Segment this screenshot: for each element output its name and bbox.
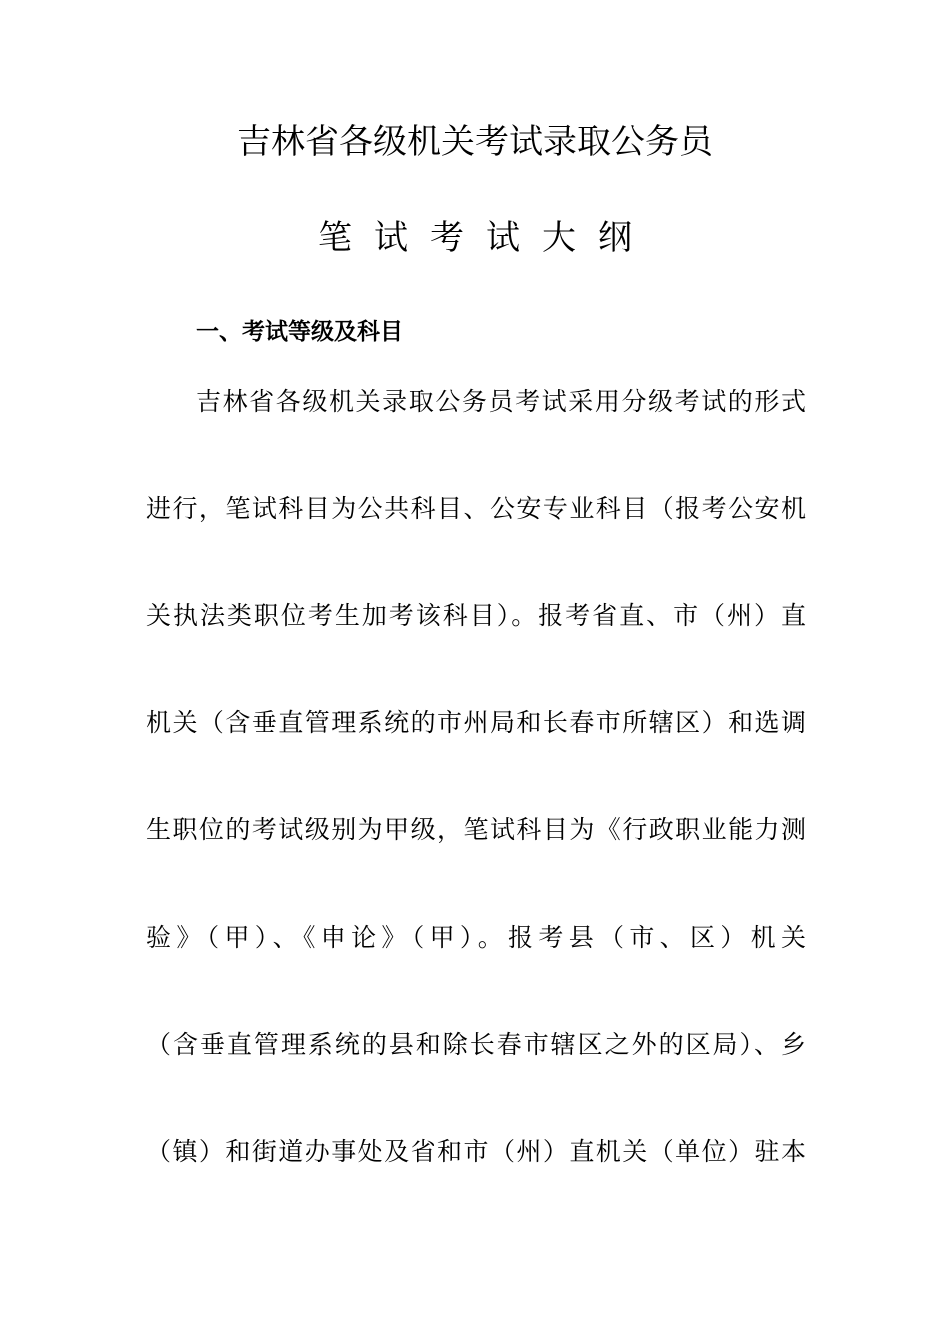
document-subtitle: 笔试考试大纲 — [318, 218, 654, 258]
paragraph-line: 进行，笔试科目为公共科目、公安专业科目（报考公安机 — [146, 494, 806, 523]
paragraph-line: 吉林省各级机关录取公务员考试采用分级考试的形式 — [196, 387, 806, 416]
document-title: 吉林省各级机关考试录取公务员 — [237, 122, 713, 162]
paragraph-line: 机关（含垂直管理系统的市州局和长春市所辖区）和选调 — [146, 708, 806, 737]
section-heading: 一、考试等级及科目 — [196, 319, 403, 345]
paragraph-line: 关执法类职位考生加考该科目）。报考省直、市（州）直 — [146, 601, 806, 630]
paragraph-line: （镇）和街道办事处及省和市（州）直机关（单位）驻本 — [146, 1137, 806, 1166]
paragraph-line: （含垂直管理系统的县和除长春市辖区之外的区局）、乡 — [146, 1030, 806, 1059]
paragraph-line: 生职位的考试级别为甲级，笔试科目为《行政职业能力测 — [146, 815, 806, 844]
paragraph-line: 验》（甲）、《申论》（甲）。报考县（市、区）机关 — [146, 923, 806, 952]
